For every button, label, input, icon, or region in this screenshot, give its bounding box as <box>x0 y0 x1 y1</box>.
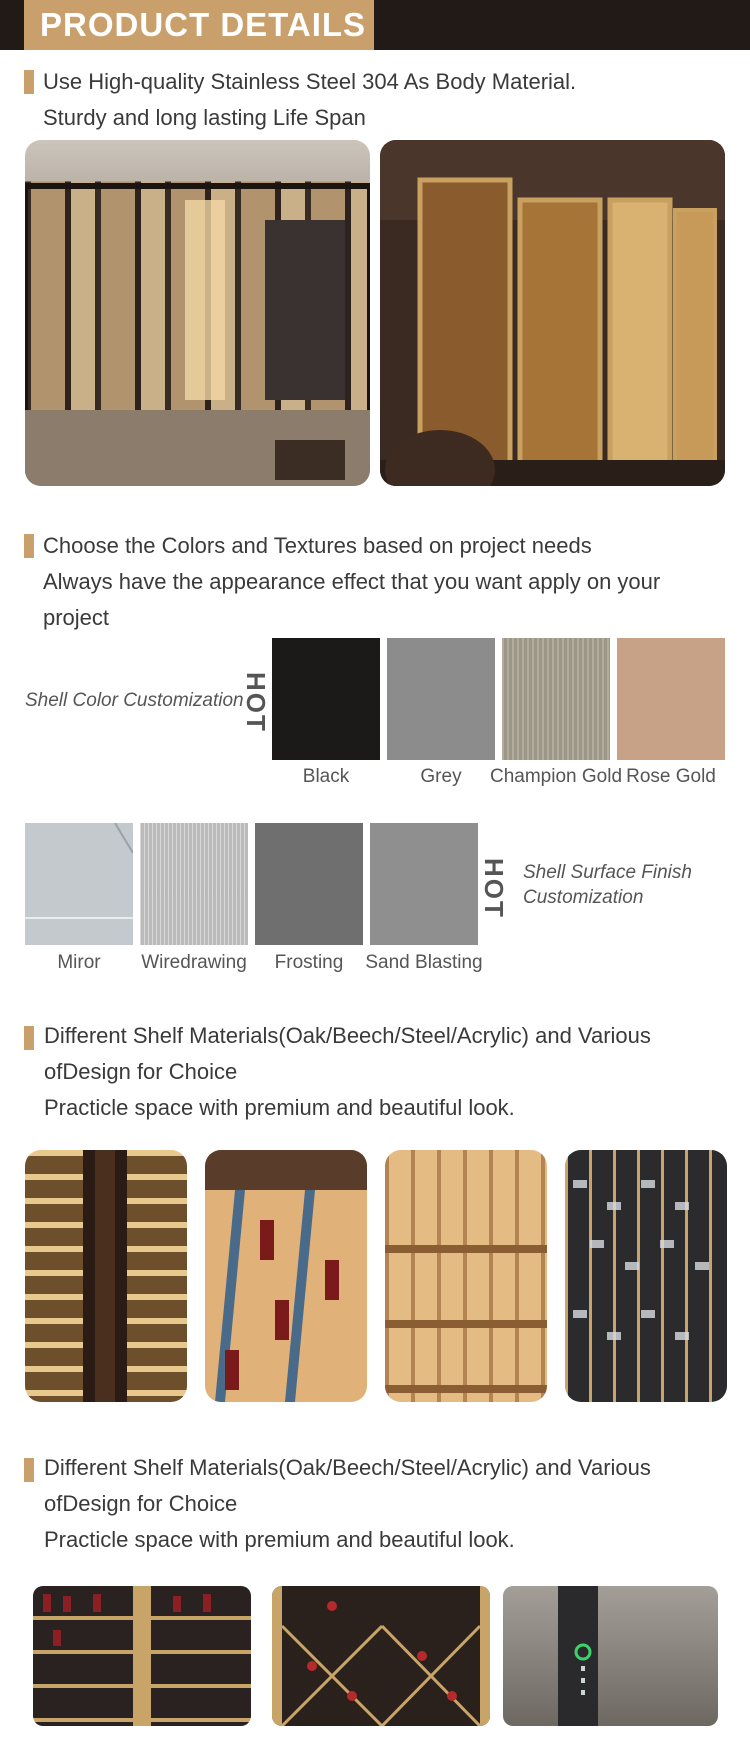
swatch-caption: Rose Gold <box>626 766 716 787</box>
cabinet-photo-left <box>25 140 370 486</box>
section2-line2: Always have the appearance effect that you want apply on your <box>43 569 661 594</box>
section3-line1: Different Shelf Materials(Oak/Beech/Steel/Acrylic) and Various <box>44 1023 651 1048</box>
wine-rack-photo <box>272 1586 490 1726</box>
swatch-frosting <box>255 823 363 945</box>
shelf-photo-steel <box>385 1150 547 1402</box>
swatch-rose-gold <box>617 638 725 760</box>
section3-line3: Practicle space with premium and beautiful look. <box>44 1095 515 1120</box>
section2-line3: project <box>43 605 110 630</box>
swatch-caption: Champion Gold <box>490 766 623 787</box>
section-marker <box>24 1458 34 1482</box>
section-marker <box>24 534 34 558</box>
surface-finish-label-line2: Customization <box>523 887 644 908</box>
surface-finish-label-line1: Shell Surface Finish <box>523 862 692 883</box>
swatch-black <box>272 638 380 760</box>
swatch-sand-blasting <box>370 823 478 945</box>
swatch-champion-gold <box>502 638 610 760</box>
hot-badge: HOT <box>479 858 509 919</box>
swatch-miror <box>25 823 133 945</box>
shelf-photo-acrylic <box>565 1150 727 1402</box>
section2-line1: Choose the Colors and Textures based on project needs <box>43 533 592 558</box>
cabinet-photo-right <box>380 140 725 486</box>
swatch-wiredrawing <box>140 823 248 945</box>
swatch-grey <box>387 638 495 760</box>
cabinet-bottles-photo <box>33 1586 251 1726</box>
shell-color-label: Shell Color Customization <box>25 690 244 711</box>
section3-line2: ofDesign for Choice <box>44 1059 238 1084</box>
swatch-caption: Frosting <box>274 952 344 973</box>
section1-line1: Use High-quality Stainless Steel 304 As Body Material. <box>43 69 577 94</box>
page-title: PRODUCT DETAILS <box>24 0 374 50</box>
section-marker <box>24 1026 34 1050</box>
shelf-photo-oak <box>25 1150 187 1402</box>
swatch-caption: Black <box>302 766 350 787</box>
section4-line3: Practicle space with premium and beautiful look. <box>44 1527 515 1552</box>
section1-line2: Sturdy and long lasting Life Span <box>43 105 366 130</box>
swatch-caption: Miror <box>57 952 101 973</box>
section4-line2: ofDesign for Choice <box>44 1491 238 1516</box>
swatch-caption: Sand Blasting <box>365 952 483 973</box>
swatch-caption: Wiredrawing <box>141 952 247 973</box>
section4-line1: Different Shelf Materials(Oak/Beech/Steel/Acrylic) and Various <box>44 1455 651 1480</box>
smart-lock-photo <box>503 1586 718 1726</box>
shelf-photo-beech <box>205 1150 367 1402</box>
section-marker <box>24 70 34 94</box>
hot-badge: HOT <box>241 672 271 733</box>
swatch-caption: Grey <box>420 766 462 787</box>
